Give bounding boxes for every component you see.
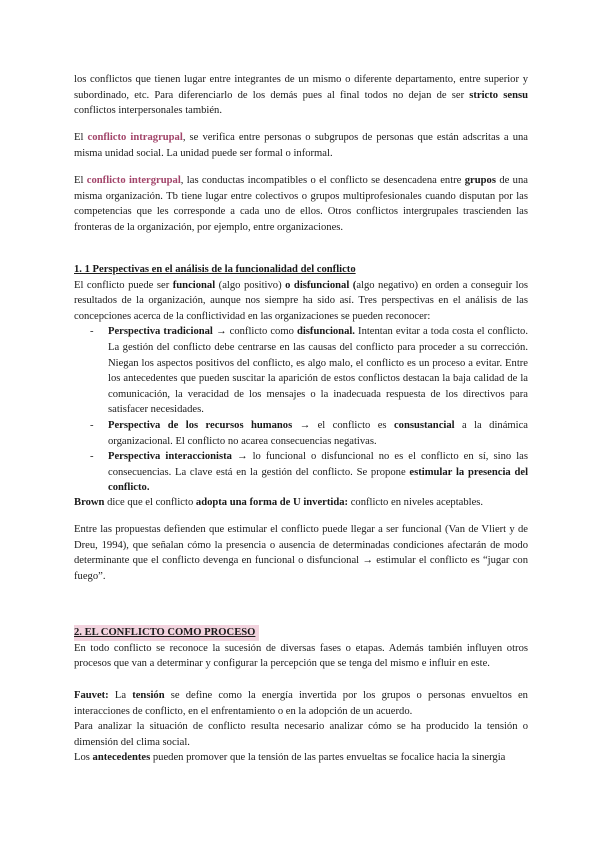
bold-text: disfuncional.: [296, 326, 355, 338]
dash-bullet: -: [90, 326, 94, 338]
dash-bullet: -: [90, 419, 94, 431]
perspectives-list: [74, 324, 528, 496]
bold-text: Fauvet:: [74, 690, 109, 701]
text: → lo funcional o disfuncional no es el conflicto en sí, sino las consecuencias. La clave está en la gestión del conflicto. Se propone: [108, 451, 528, 478]
paragraph-brown: [74, 495, 528, 511]
text: Entre las propuestas defienden que estimular el conflicto puede llegar a ser funcional (Van de Vliert y de Dreu, 1994), que señalan cómo la presencia o ausencia de determinadas condiciones afectarán de modo determinante que el conflicto devenga en funcional o disfuncional → estimular el conflicto es “jugar con fuego”.: [74, 524, 528, 582]
text: los conflictos que tienen lugar entre integrantes de un mismo o diferente departamento, entre superior y subordinado, etc. Para diferenciarlo de los demás pues al final todos no dejan de ser: [74, 74, 528, 101]
text: El conflicto puede ser: [74, 279, 173, 291]
text: (algo positivo): [215, 279, 286, 291]
paragraph-funcional: [74, 278, 528, 325]
text: → conflicto como: [212, 326, 297, 338]
paragraph: En todo conflicto se reconoce la sucesión de diversas fases o etapas. Además también influyen otros procesos que van a determinar y configurar la percepción que se tenga del mismo e influir en este.: [74, 642, 528, 670]
section-perspectivas: [74, 262, 528, 496]
paragraph: Para analizar la situación de conflicto resulta necesario analizar cómo se ha producido la tensión o dimensión del clima social.: [74, 721, 528, 748]
bold-text: tensión: [132, 690, 165, 701]
bold-text: funcional: [172, 279, 216, 291]
bold-text: Perspectiva interaccionista: [108, 451, 232, 463]
text: a la dinámica organizacional. El conflicto no acarea consecuencias negativas.: [108, 419, 528, 447]
text: Los: [74, 752, 93, 764]
bold-text: antecedentes: [92, 752, 151, 764]
list-item: [74, 324, 528, 418]
text: pueden promover que la tensión de las partes envueltas se focalice hacia la sinergia: [150, 752, 506, 764]
text: El: [74, 132, 88, 143]
text: se define como la energía invertida por los grupos o personas envueltos en interacciones de conflicto, en el enfrentamiento o en la adopción de un acuerdo.: [74, 690, 528, 717]
dash-bullet: -: [90, 451, 94, 463]
term-intergrupal: conflicto intergrupal: [86, 175, 181, 186]
term-intragrupal: conflicto intragrupal: [87, 132, 183, 143]
text: La: [108, 690, 133, 701]
bold-text: adopta una forma de U invertida:: [195, 497, 349, 508]
paragraph-intro: [74, 72, 528, 119]
paragraph-propuestas: [74, 522, 528, 584]
section-heading: 2. EL CONFLICTO COMO PROCESO: [74, 625, 259, 641]
bold-text: stricto sensu: [469, 89, 528, 101]
list-item: [74, 418, 528, 449]
text: El: [74, 175, 87, 186]
bold-text: Perspectiva tradicional: [108, 326, 213, 338]
section-heading: 1. 1 Perspectivas en el análisis de la funcionalidad del conflicto: [74, 264, 356, 275]
bold-text: Brown: [74, 497, 105, 508]
text: dice que el conflicto: [104, 497, 196, 508]
text: , las conductas incompatibles o el conflicto se desencadena entre: [180, 175, 465, 186]
text: de una misma organización. Tb tiene lugar entre colectivos o grupos multiprofesionales cuando disputan por las competencias que les corresponde a cada uno de ellos. Otros conflictos intergrupales trascienden las fronteras de la organización, por ejemplo, entre organizaciones.: [74, 175, 528, 233]
paragraph-intragrupal: [74, 130, 528, 161]
bold-text: Perspectiva de los recursos humanos: [108, 419, 293, 431]
bold-text: o disfuncional (: [285, 279, 357, 291]
paragraph-fauvet: [74, 688, 528, 766]
text: → el conflicto es: [292, 419, 394, 431]
bold-text: grupos: [464, 175, 496, 186]
text: Intentan evitar a toda costa el conflicto. La gestión del conflicto debe centrarse en las causas del conflicto para proceder a su corrección. Niegan los aspectos positivos del conflicto, es algo malo, el conflicto es un proceso a evitar. Entre los antecedentes que pueden suscitar la aparición de estos conflictos destacan la baja calidad de la comunicación, la veracidad de los mensajes o la inadecuada respuesta de los directivos para satisfacer necesidades.: [108, 326, 528, 416]
text: , se verifica entre personas o subgrupos de personas que están adscritas a una misma unidad social. La unidad puede ser formal o informal.: [74, 132, 528, 159]
paragraph-intergrupal: [74, 173, 528, 235]
list-item: [74, 449, 528, 496]
bold-text: consustancial: [393, 419, 455, 431]
text: conflictos interpersonales también.: [74, 105, 222, 117]
section-proceso: [74, 625, 528, 672]
text: algo negativo) en orden a conseguir los resultados de la organización, aunque nos siempre ha sido así. Tres perspectivas en el análisis de las concepciones acerca de la conflictividad en las organizaciones se pueden reconocer:: [74, 279, 528, 322]
bold-text: estimular la presencia del conflicto.: [108, 466, 529, 494]
text: conflicto en niveles aceptables.: [348, 497, 484, 508]
